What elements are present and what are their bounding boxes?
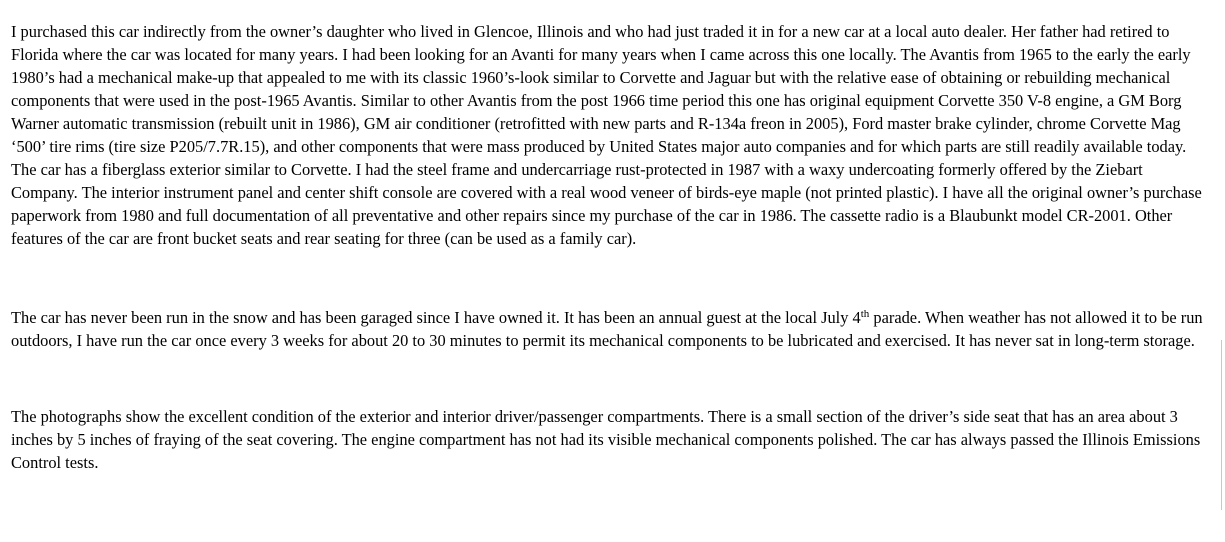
scrollbar-edge[interactable] bbox=[1221, 340, 1225, 510]
ordinal-superscript: th bbox=[860, 308, 870, 320]
document-body bbox=[11, 20, 1206, 474]
paragraph-storage-usage bbox=[11, 306, 1206, 352]
paragraph-storage-text-end: parade. When weather has not allowed it to be run outdoors, I have run the car once every 3 weeks for about 20 to 30 minutes to permit its mechanical components to be lubricated and exercised. It has never sat in long-term storage. bbox=[11, 308, 1203, 350]
paragraph-storage-text-start: The car has never been run in the snow and has been garaged since I have owned it. It has been an annual guest at the local July 4 bbox=[11, 308, 861, 327]
paragraph-purchase-history: I purchased this car indirectly from the owner’s daughter who lived in Glencoe, Illinois and who had just traded it in for a new car at a local auto dealer. Her father had retired to Florida where the car was located for many years. I had been looking for an Avanti for many years when I came across this one locally. The Avantis from 1965 to the early the early 1980’s had a mechanical make-up that appealed to me with its classic 1960’s-look similar to Corvette and Jaguar but with the relative ease of obtaining or rebuilding mechanical components that were used in the post-1965 Avantis. Similar to other Avantis from the post 1966 time period this one has original equipment Corvette 350 V-8 engine, a GM Borg Warner automatic transmission (rebuilt unit in 1986), GM air conditioner (retrofitted with new parts and R-134a freon in 2005), Ford master brake cylinder, chrome Corvette Mag ‘500’ tire rims (tire size P205/7.7R.15), and other components that were mass produced by United States major auto companies and for which parts are still readily available today. The car has a fiberglass exterior similar to Corvette. I had the steel frame and undercarriage rust-protected in 1987 with a waxy undercoating formerly offered by the Ziebart Company. The interior instrument panel and center shift console are covered with a real wood veneer of birds-eye maple (not printed plastic). I have all the original owner’s purchase paperwork from 1980 and full documentation of all preventative and other repairs since my purchase of the car in 1986. The cassette radio is a Blaubunkt model CR-2001. Other features of the car are front bucket seats and rear seating for three (can be used as a family car). bbox=[11, 22, 1202, 248]
paragraph-condition: The photographs show the excellent condition of the exterior and interior driver/passenger compartments. There is a small section of the driver’s side seat that has an area about 3 inches by 5 inches of fraying of the seat covering. The engine compartment has not had its visible mechanical components polished. The car has always passed the Illinois Emissions Control tests. bbox=[11, 407, 1201, 472]
